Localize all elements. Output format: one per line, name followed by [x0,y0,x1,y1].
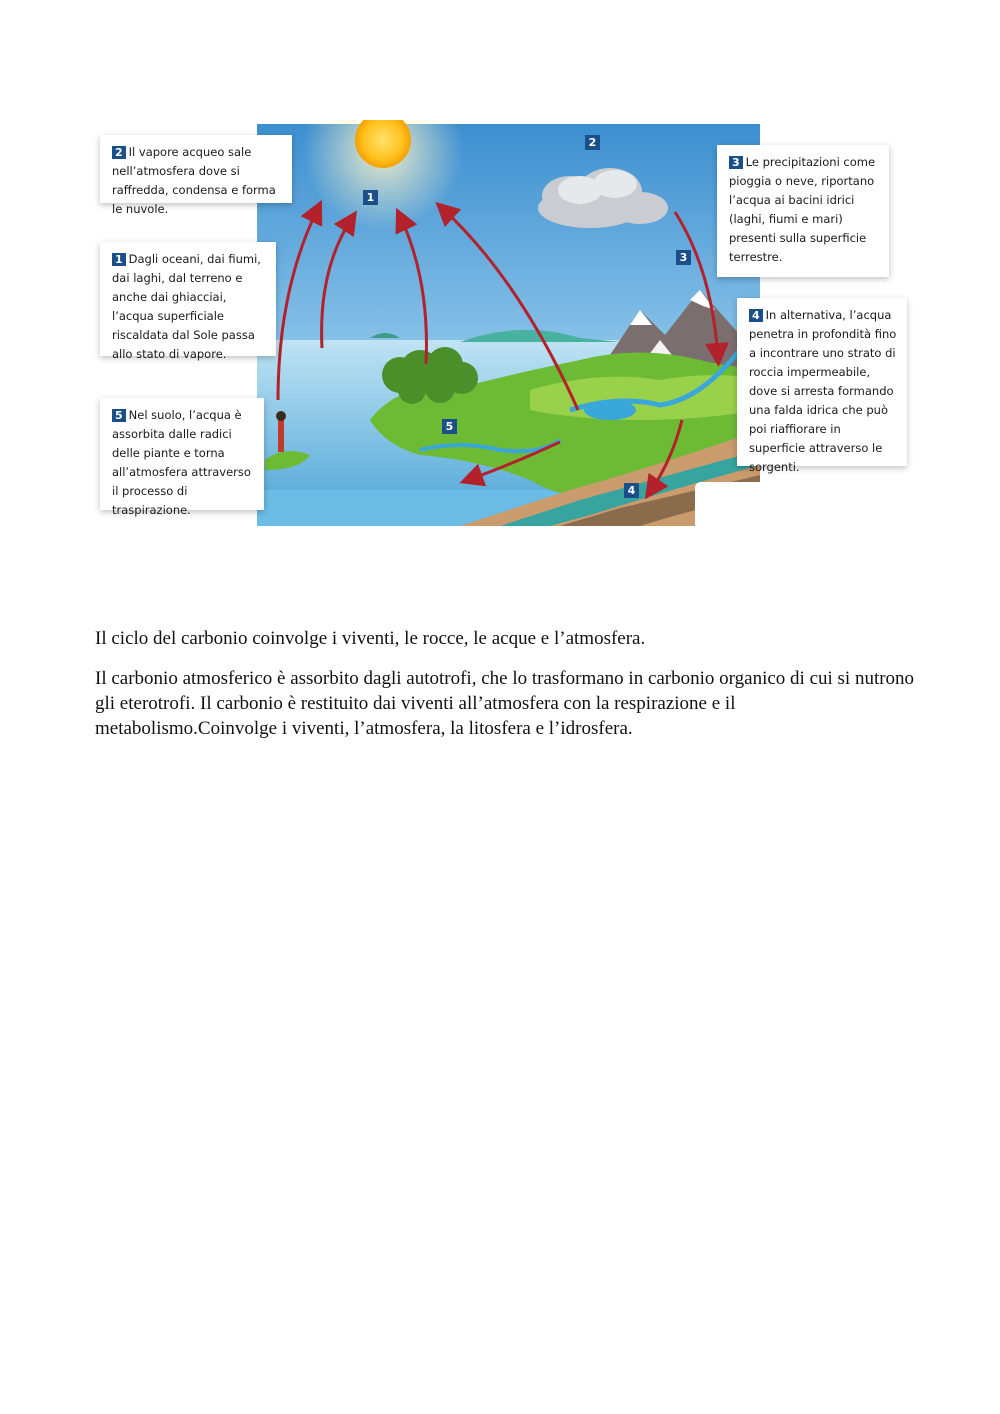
note-5-number: 5 [112,409,126,422]
note-4-number: 4 [749,309,763,322]
badge-4: 4 [624,483,639,498]
note-5 [100,398,264,517]
paragraph-1: Il ciclo del carbonio coinvolge i viventi, le rocce, le acque e l’atmosfera. [95,628,646,649]
note-2-number: 2 [112,146,126,159]
note-1-number: 1 [112,253,126,266]
note-4-text: In alternativa, l’acqua penetra in profondità fino a incontrare uno strato di roccia impermeabile, dove si arresta formando una falda idrica che può poi riaffiorare in superficie attraverso le sorgenti. [749,308,897,474]
note-3 [717,145,889,277]
note-2-text: Il vapore acqueo sale nell’atmosfera dove si raffredda, condensa e forma le nuvole. [112,145,276,216]
note-3-text: Le precipitazioni come pioggia o neve, riportano l’acqua ai bacini idrici (laghi, fiumi e mari) presenti sulla superficie terrestre. [729,155,876,264]
badge-2: 2 [585,135,600,150]
badge-3: 3 [676,250,691,265]
badge-1: 1 [363,190,378,205]
badge-5: 5 [442,419,457,434]
water-cycle-figure [100,120,910,530]
note-1 [100,242,276,361]
paragraph-2: Il carbonio atmosferico è assorbito dagli autotrofi, che lo trasformano in carbonio organico di cui si nutrono gli eterotrofi. Il carbonio è restituito dai viventi all’atmosfera con la respirazione e il metabolismo.Coinvolge i viventi, l’atmosfera, la litosfera e l’idrosfera. [95,668,915,739]
note-4 [737,298,907,474]
note-3-number: 3 [729,156,743,169]
note-1-text: Dagli oceani, dai fiumi, dai laghi, dal terreno e anche dai ghiacciai, l’acqua superficiale riscaldata dal Sole passa allo stato di vapore. [112,252,261,361]
note-5-text: Nel suolo, l’acqua è assorbita dalle radici delle piante e torna all’atmosfera attraverso il processo di traspirazione. [112,408,251,517]
note-2 [100,135,292,216]
